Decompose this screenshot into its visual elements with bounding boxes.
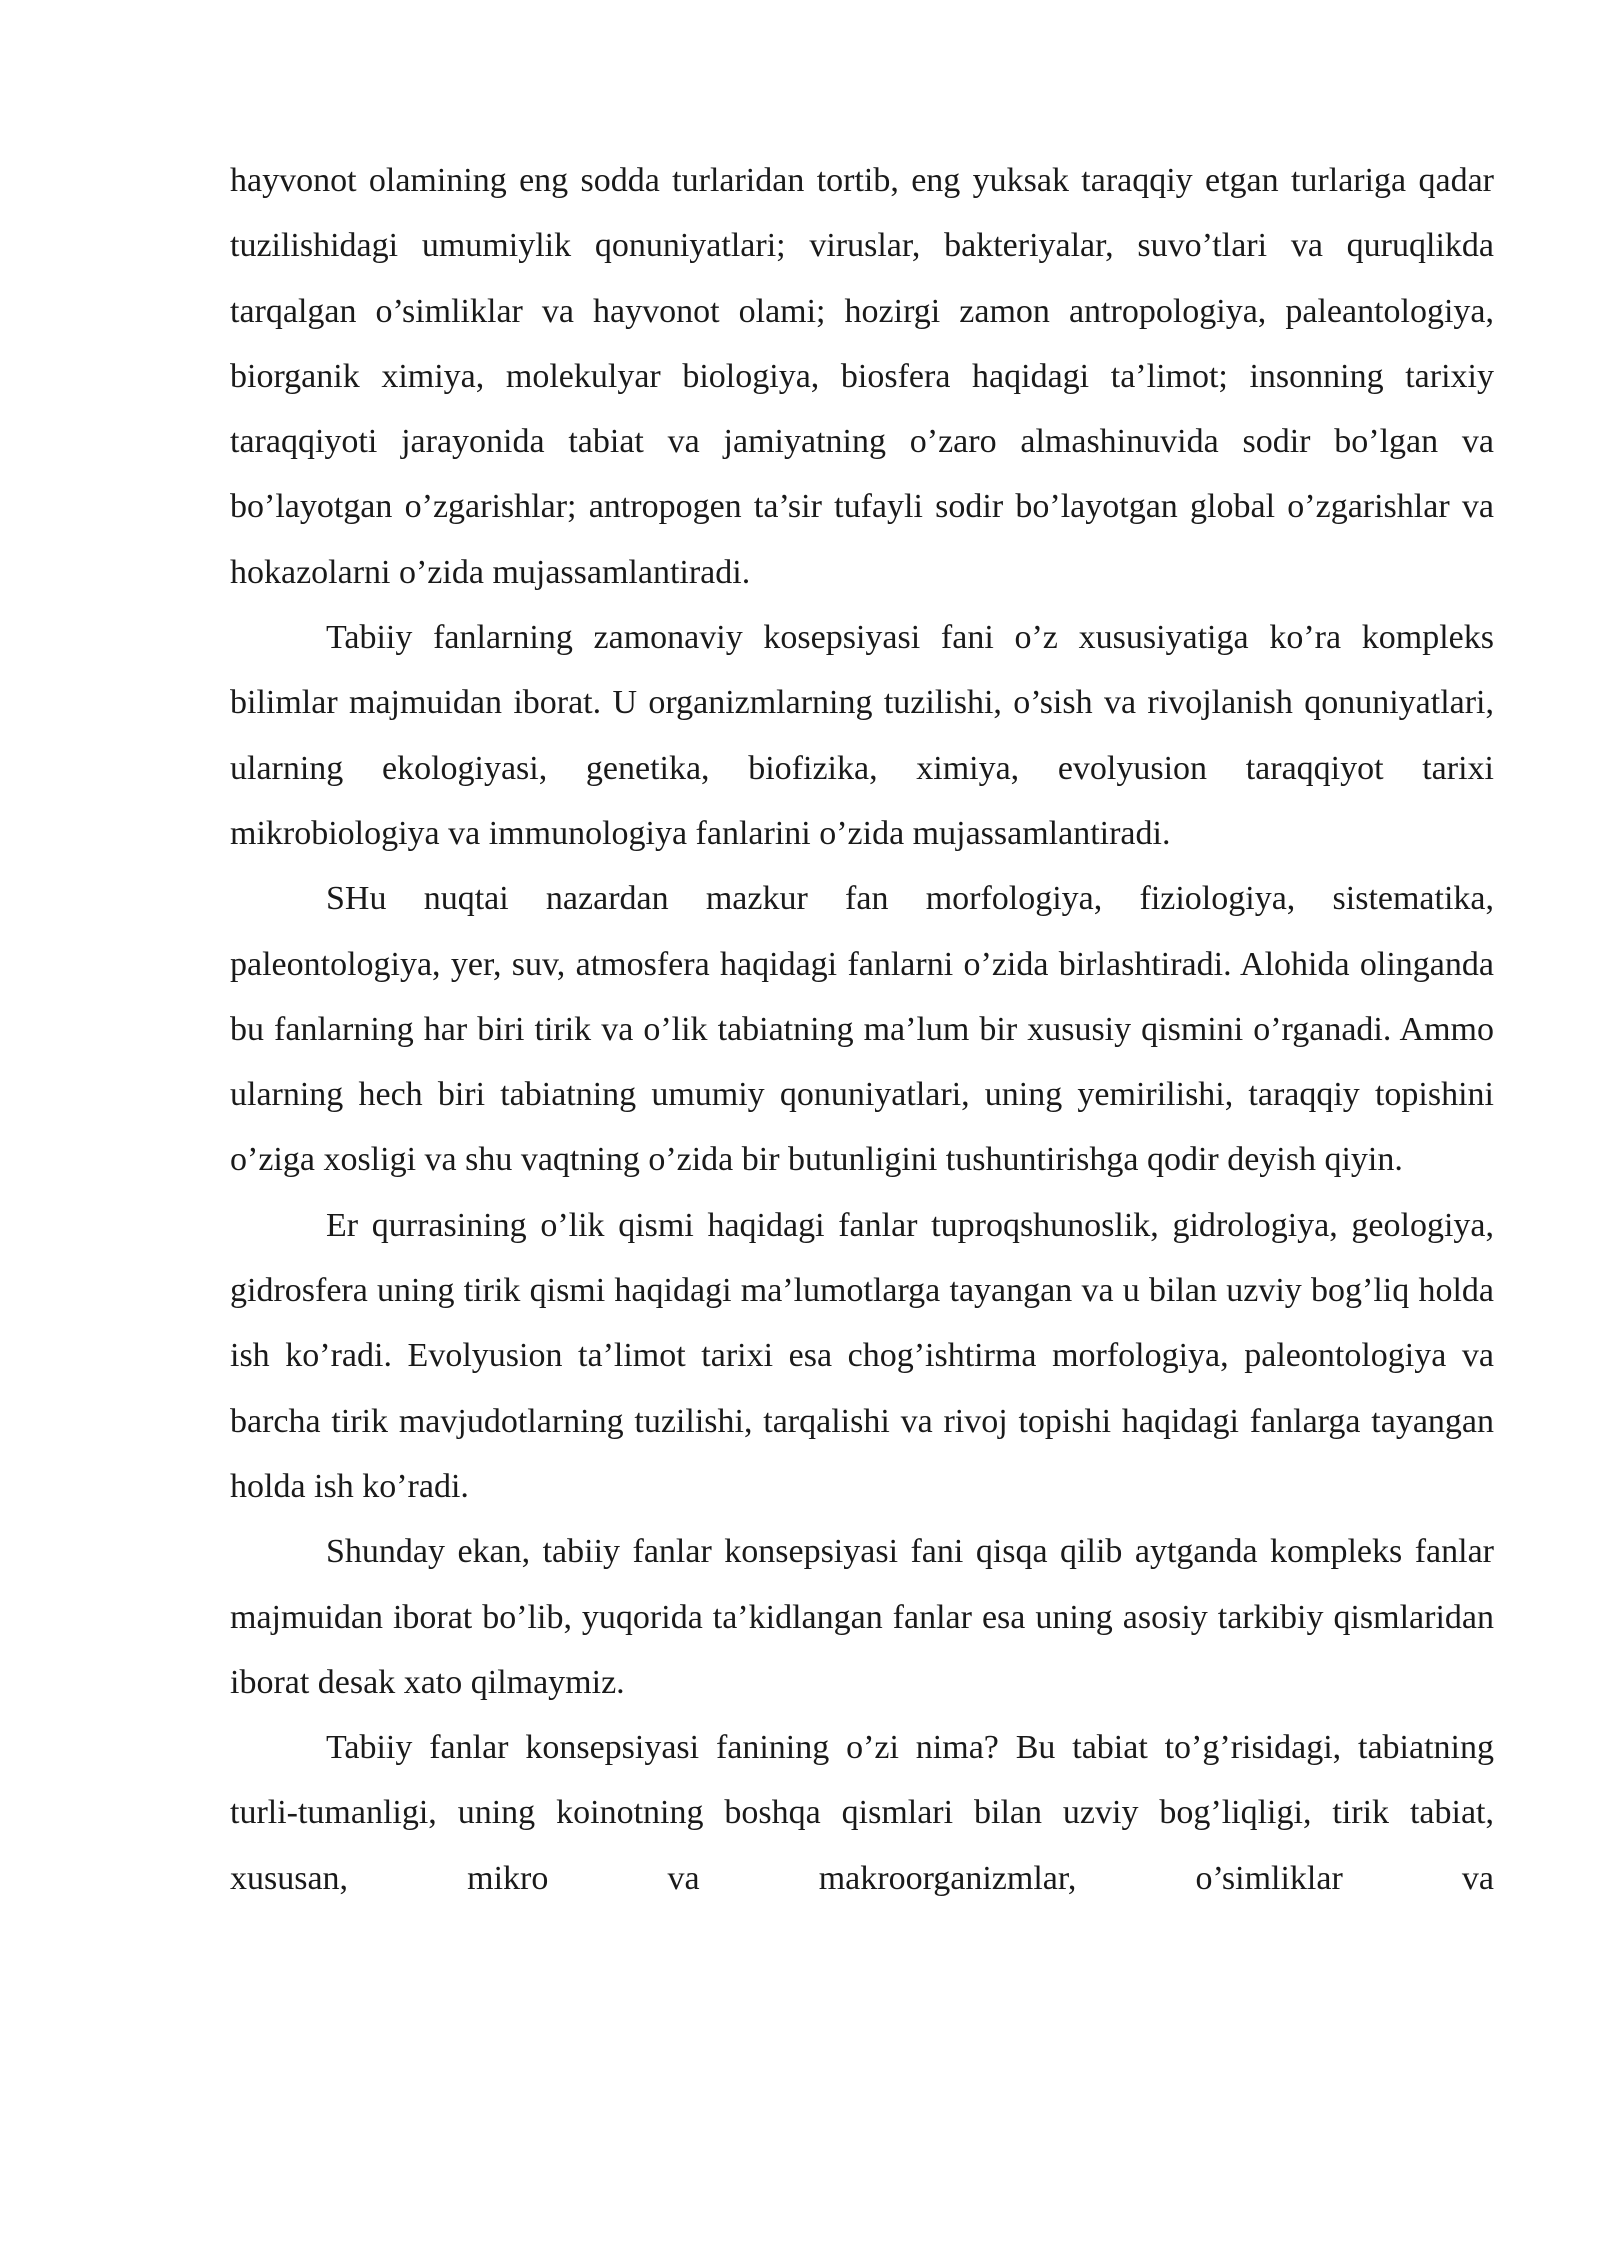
paragraph-4: Er qurrasining o’lik qismi haqidagi fanlar tuproqshunoslik, gidrologiya, geologiya, gidrosfera uning tirik qismi haqidagi ma’lumotlarga tayangan va u bilan uzviy bog’liq holda ish ko’radi. Evolyusion ta’limot tarixi esa chog’ishtirma morfologiya, paleontologiya va barcha tirik mavjudotlarning tuzilishi, tarqalishi va rivoj topishi haqidagi fanlarga tayangan holda ish ko’radi. [230, 1206, 1494, 1505]
paragraph-1: hayvonot olamining eng sodda turlaridan tortib, eng yuksak taraqqiy etgan turlariga qadar tuzilishidagi umumiylik qonuniyatlari; viruslar, bakteriyalar, suvo’tlari va quruqlikda tarqalgan o’simliklar va hayvonot olami; hozirgi zamon antropologiya, paleantologiya, biorganik ximiya, molekulyar biologiya, biosfera haqidagi ta’limot; insonning tarixiy taraqqiyoti jarayonida tabiat va jamiyatning o’zaro almashinuvida sodir bo’lgan va bo’layotgan o’zgarishlar; antropogen ta’sir tufayli sodir bo’layotgan global o’zgarishlar va hokazolarni o’zida mujassamlantiradi. [230, 162, 1494, 591]
paragraph-3: SHu nuqtai nazardan mazkur fan morfologiya, fiziologiya, sistematika, paleontologiya, yer, suv, atmosfera haqidagi fanlarni o’zida birlashtiradi. Alohida olinganda bu fanlarning har biri tirik va o’lik tabiatning ma’lum bir xususiy qismini o’rganadi. Ammo ularning hech biri tabiatning umumiy qonuniyatlari, uning yemirilishi, taraqqiy topishini o’ziga xosligi va shu vaqtning o’zida bir butunligini tushuntirishga qodir deyish qiyin. [230, 880, 1494, 1179]
document-body [230, 148, 1494, 1911]
paragraph-5: Shunday ekan, tabiiy fanlar konsepsiyasi fani qisqa qilib aytganda kompleks fanlar majmuidan iborat bo’lib, yuqorida ta’kidlangan fanlar esa uning asosiy tarkibiy qismlaridan iborat desak xato qilmaymiz. [230, 1533, 1494, 1701]
paragraph-2: Tabiiy fanlarning zamonaviy kosepsiyasi fani o’z xususiyatiga ko’ra kompleks bilimlar majmuidan iborat. U organizmlarning tuzilishi, o’sish va rivojlanish qonuniyatlari, ularning ekologiyasi, genetika, biofizika, ximiya, evolyusion taraqqiyot tarixi mikrobiologiya va immunologiya fanlarini o’zida mujassamlantiradi. [230, 619, 1494, 852]
paragraph-6: Tabiiy fanlar konsepsiyasi fanining o’zi nima? Bu tabiat to’g’risidagi, tabiatning turli-tumanligi, uning koinotning boshqa qismlari bilan uzviy bog’liqligi, tirik tabiat, xususan, mikro va makroorganizmlar, o’simliklar va [230, 1729, 1494, 1897]
